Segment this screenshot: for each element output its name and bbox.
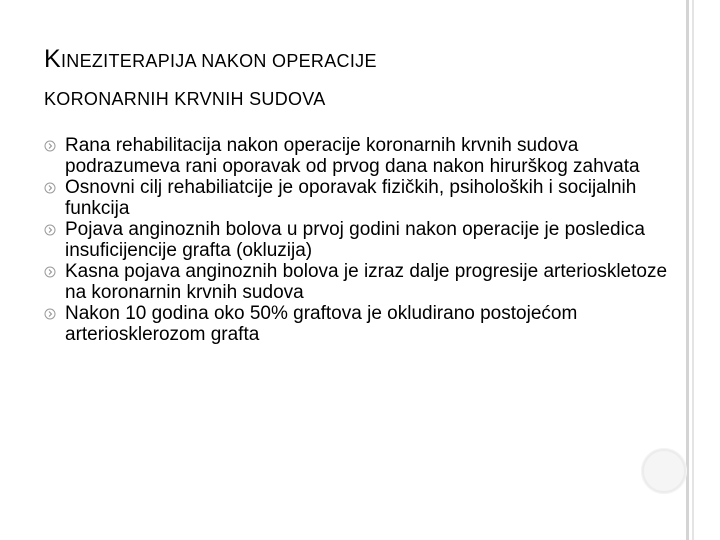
list-item (44, 135, 692, 177)
circle-chevron-right-icon (44, 140, 56, 152)
circle-chevron-right-icon (44, 266, 56, 278)
bullet-text: Osnovni cilj rehabiliatcije je oporavak fizičkih, psiholoških i socijalnih funkcija (65, 177, 637, 219)
list-item (44, 261, 692, 303)
title-line-1 (44, 40, 664, 80)
edge-divider (692, 0, 694, 540)
circle-chevron-right-icon (44, 224, 56, 236)
bullet-text: Kasna pojava anginoznih bolova je izraz dalje progresije arterioskletoze na koronarnin krvnih sudova (65, 261, 668, 303)
title-line-1-rest: INEZITERAPIJA NAKON OPERACIJE (60, 51, 377, 71)
list-item (44, 177, 692, 219)
bullet-text: Pojava anginoznih bolova u prvoj godini nakon operacije je posledica insuficijencije grafta (okluzija) (65, 219, 645, 261)
slide-edge-band (692, 0, 720, 540)
title-initial: K (44, 45, 61, 73)
circle-chevron-right-icon (44, 308, 56, 320)
decorative-circle (641, 448, 687, 494)
circle-chevron-right-icon (44, 182, 56, 194)
bullet-text: Nakon 10 godina oko 50% graftova je okludirano postojećom arteriosklerozom grafta (65, 303, 578, 345)
title-line-2: KORONARNIH KRVNIH SUDOVA (44, 89, 326, 109)
slide-title (44, 40, 664, 118)
bullet-text: Rana rehabilitacija nakon operacije koronarnih krvnih sudova podrazumeva rani oporavak od prvog dana nakon hirurškog zahvata (65, 135, 640, 177)
list-item (44, 303, 692, 345)
bullet-list (44, 135, 692, 345)
list-item (44, 219, 692, 261)
